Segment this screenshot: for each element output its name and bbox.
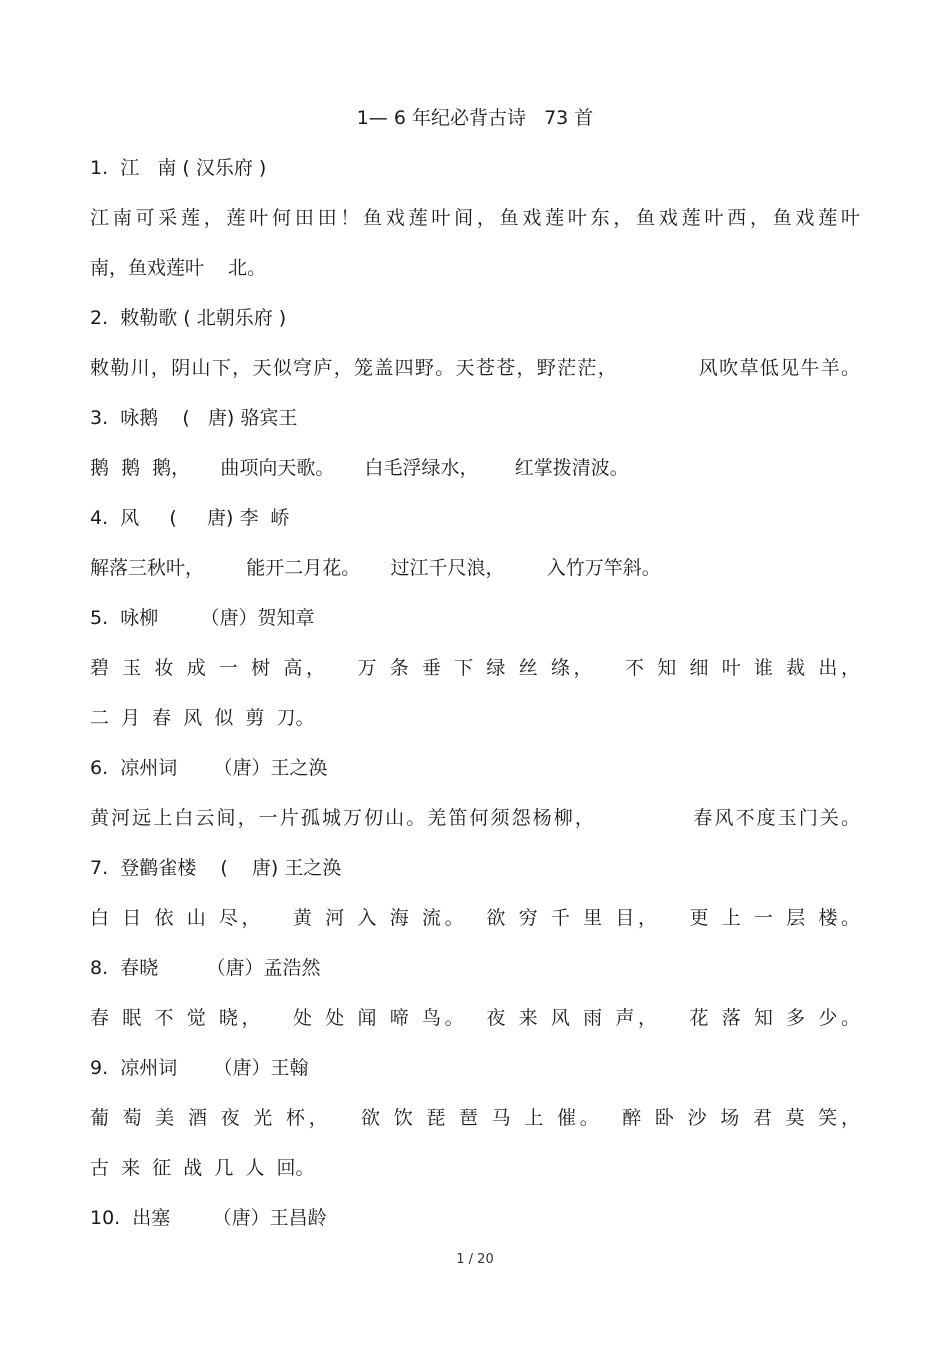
poem-heading: 3. 咏鹅 ( 唐) 骆宾王 xyxy=(90,407,298,429)
poem-heading: 9. 凉州词 （唐）王翰 xyxy=(90,1057,309,1079)
poem-text: 南，鱼戏莲叶 北。 xyxy=(90,257,267,279)
poem-text: 鹅 鹅 鹅， 曲项向天歌。 白毛浮绿水， 红掌拨清波。 xyxy=(90,457,629,479)
poem-text: 葡 萄 美 酒 夜 光 杯， 欲 饮 琵 琶 马 上 催。 醉 卧 沙 场 君 莫 笑， xyxy=(90,1107,860,1129)
poem-heading: 7. 登鹳雀楼 ( 唐) 王之涣 xyxy=(90,857,342,879)
poem-heading: 2. 敕勒歌 ( 北朝乐府 ) xyxy=(90,307,287,329)
page-number: 1 / 20 xyxy=(456,1252,494,1267)
poem-text: 碧 玉 妆 成 一 树 高， 万 条 垂 下 绿 丝 绦， 不 知 细 叶 谁 裁 出， xyxy=(90,657,860,679)
poem-heading: 1. 江 南 ( 汉乐府 ) xyxy=(90,157,267,179)
poem-text: 江南可采莲，莲叶何田田！鱼戏莲叶间，鱼戏莲叶东，鱼戏莲叶西，鱼戏莲叶 xyxy=(90,207,860,229)
poem-heading: 6. 凉州词 （唐）王之涣 xyxy=(90,757,328,779)
poem-text: 黄河远上白云间，一片孤城万仞山。羌笛何须怨杨柳， 春风不度玉门关。 xyxy=(90,807,860,829)
poem-heading: 5. 咏柳 （唐）贺知章 xyxy=(90,607,315,629)
poem-text: 古 来 征 战 几 人 回。 xyxy=(90,1157,315,1179)
poem-text: 解落三秋叶， 能开二月花。 过江千尺浪， 入竹万竿斜。 xyxy=(90,557,661,579)
poem-heading: 4. 风 ( 唐) 李 峤 xyxy=(90,507,290,529)
poem-text: 春 眠 不 觉 晓， 处 处 闻 啼 鸟。 夜 来 风 雨 声， 花 落 知 多 少。 xyxy=(90,1007,860,1029)
poem-heading: 10. 出塞 （唐）王昌龄 xyxy=(90,1207,327,1229)
poem-heading: 8. 春晓 （唐）孟浩然 xyxy=(90,957,321,979)
poem-text: 二 月 春 风 似 剪 刀。 xyxy=(90,707,315,729)
poem-text: 白 日 依 山 尽， 黄 河 入 海 流。 欲 穷 千 里 目， 更 上 一 层 楼。 xyxy=(90,907,860,929)
poem-text: 敕勒川，阴山下，天似穹庐，笼盖四野。天苍苍，野茫茫， 风吹草低见牛羊。 xyxy=(90,357,860,379)
document-title: 1— 6 年纪必背古诗 73 首 xyxy=(356,107,594,129)
